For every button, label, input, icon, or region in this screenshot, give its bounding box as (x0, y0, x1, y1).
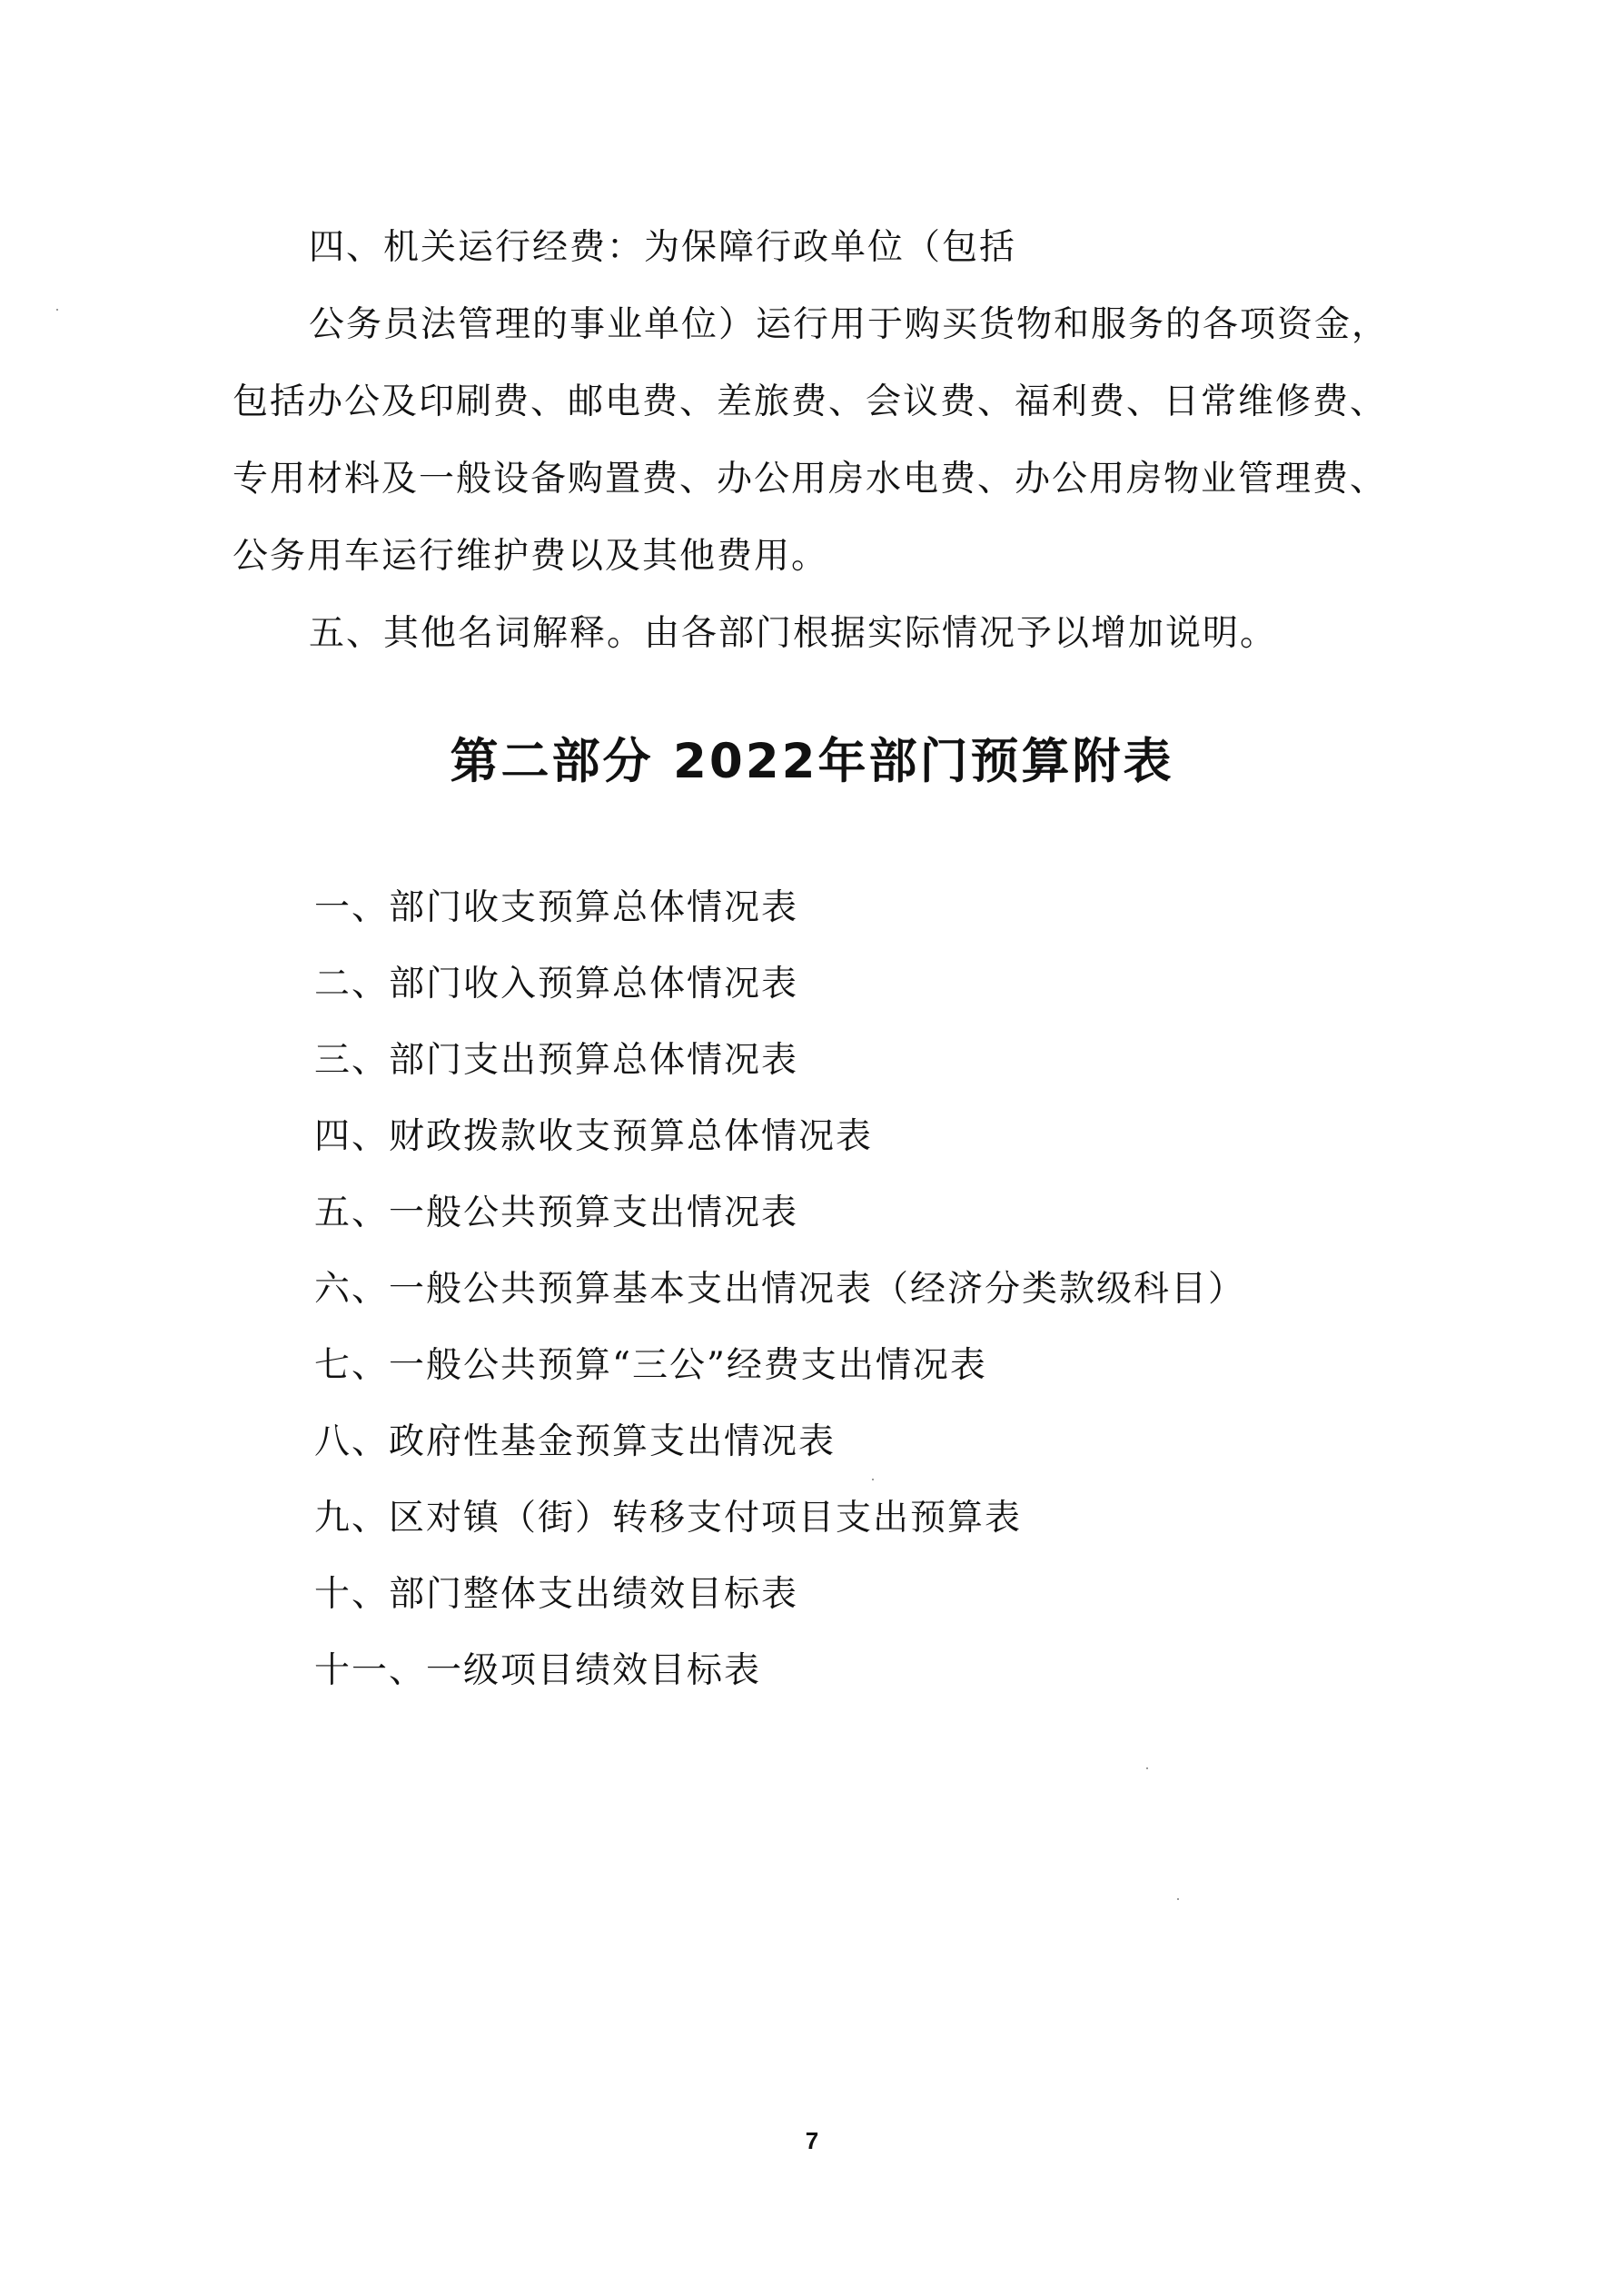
toc-item: 十、部门整体支出绩效目标表 (314, 1574, 799, 1615)
toc-item: 一、部门收支预算总体情况表 (314, 887, 799, 928)
toc-item: 七、一般公共预算“三公”经费支出情况表 (314, 1345, 987, 1386)
toc-item: 八、政府性基金预算支出情况表 (314, 1421, 837, 1462)
toc-item: 九、区对镇（街）转移支付项目支出预算表 (314, 1498, 1023, 1539)
paragraph-line-2: 公务员法管理的事业单位）运行用于购买货物和服务的各项资金， (309, 304, 1390, 345)
paragraph-line-4: 专用材料及一般设备购置费、办公用房水电费、办公用房物业管理费、 (233, 459, 1388, 500)
toc-item: 六、一般公共预算基本支出情况表（经济分类款级科目） (314, 1269, 1246, 1310)
scan-speck (1146, 1767, 1148, 1769)
section-heading: 第二部分 2022年部门预算附表 (450, 734, 1174, 789)
paragraph-line-5: 公务用车运行维护费以及其他费用。 (233, 536, 829, 577)
paragraph-line-6: 五、其他名词解释。由各部门根据实际情况予以增加说明。 (309, 613, 1278, 654)
toc-item: 二、部门收入预算总体情况表 (314, 964, 799, 1004)
paragraph-line-3: 包括办公及印刷费、邮电费、差旅费、会议费、福利费、日常维修费、 (233, 381, 1388, 422)
page-number: 7 (805, 2127, 819, 2154)
scan-speck (872, 1479, 874, 1480)
scan-speck (56, 309, 58, 311)
toc-item: 十一、一级项目绩效目标表 (314, 1650, 762, 1691)
paragraph-line-1: 四、机关运行经费：为保障行政单位（包括 (309, 227, 1017, 268)
toc-item: 三、部门支出预算总体情况表 (314, 1040, 799, 1081)
toc-item: 四、财政拨款收支预算总体情况表 (314, 1116, 874, 1157)
scan-speck (1177, 1898, 1179, 1900)
toc-item: 五、一般公共预算支出情况表 (314, 1193, 799, 1233)
